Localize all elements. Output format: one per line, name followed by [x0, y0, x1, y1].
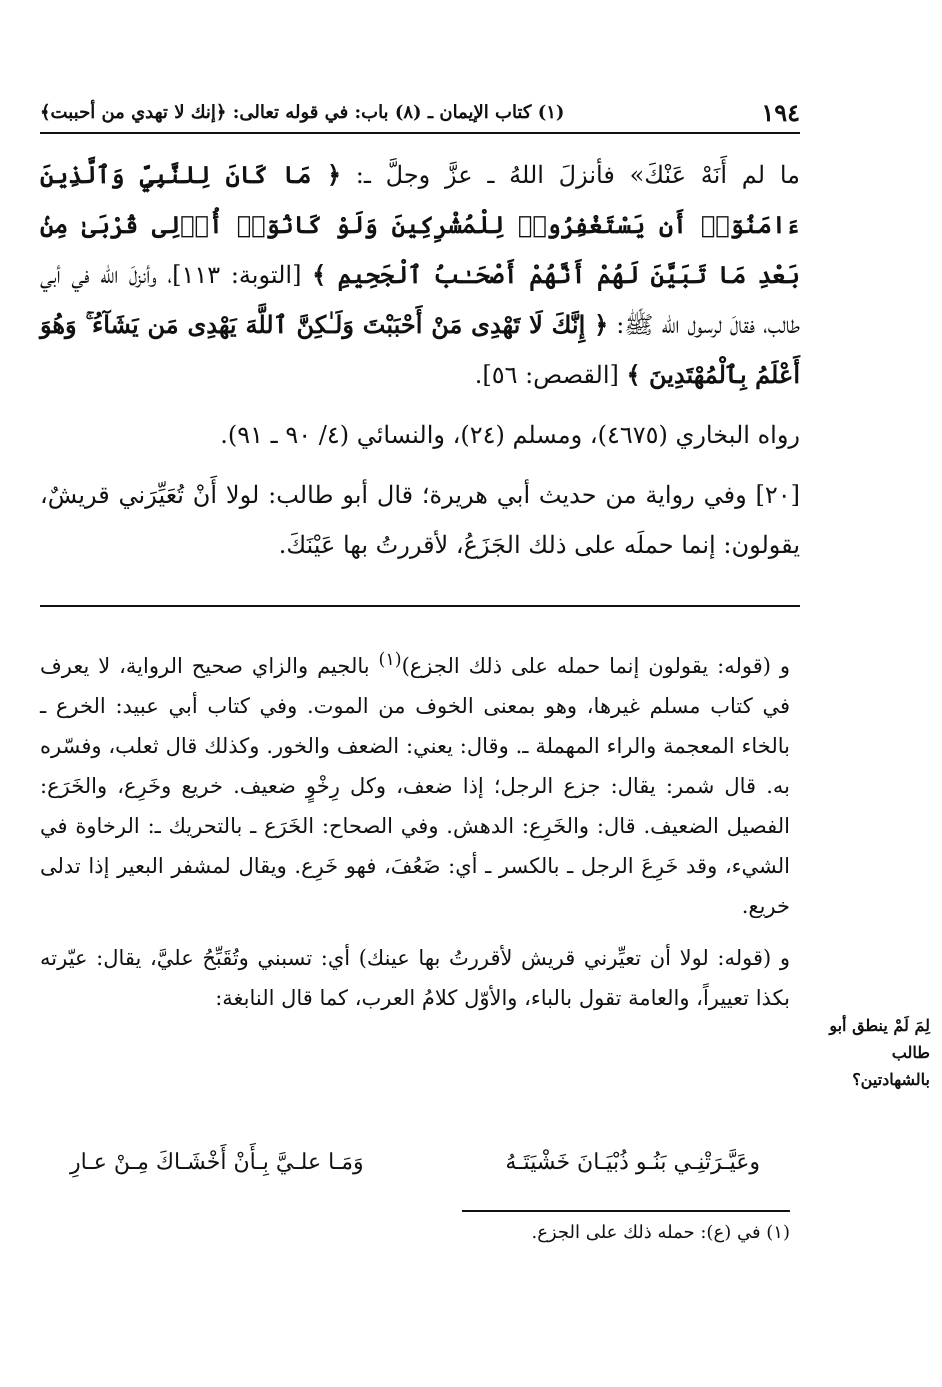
text-span: بالجيم والزاي صحيح الرواية، لا يعرف في كتاب مسلم غيرها، وهو بمعنى الخوف من الموت. وفي كتاب أبي عبيد: الخرع ـ بالخاء المعجمة والراء المهملة ـ. وقال: يعني: الضعف والخور. وكذلك قال ثعلب، وفسّره به. قال شمر: يقال: جزع الرجل؛ إذا ضعف، وكل رِخْوٍ ضعيف. خريع وخَرِع، والخَرَع: الفصيل الضعيف. قال: والخَرِع: الدهش. وفي الصحاح: الخَرَع ـ بالتحريك ـ: الرخاوة في الشيء، وقد خَرِعَ الرجل ـ بالكسر ـ أي: ضَعُفَ، فهو خَرِع. ويقال لمشفر البعير إذا تدلى خريع.: [40, 654, 790, 918]
footnote-reference[interactable]: (١): [378, 650, 402, 670]
quran-quote: ﴿ مَا كَانَ لِلنَّبِيِّ وَٱلَّذِينَ ءَامَنُوٓا۟ أَن يَسْتَغْفِرُوا۟ لِلْمُشْرِكِينَ وَلَوْ كَانُوٓا۟ أُو۟لِى قُرْبَىٰ مِنۢ بَعْدِ مَا تَبَيَّنَ لَهُمْ أَنَّهُمْ أَصْحَـٰبُ ٱلْجَحِيمِ ﴾: [40, 160, 800, 289]
commentary-paragraph-2: و (قوله: لولا أن تعيِّرني قريش لأقررتُ بها عينك) أي: تسبني وتُقَبِّحُ عليَّ، يقال: عيّرته بكذا تعييراً، والعامة تقول بالباء، والأوّل كلامُ العرب، كما قال النابغة:: [40, 946, 790, 1010]
header-rule: [40, 132, 800, 134]
text-span: و (قوله: يقولون إنما حمله على ذلك الجزع): [401, 654, 791, 678]
text-span: ما لم أَنَهْ عَنْكَ» فأنزلَ اللهُ ـ عزَّ وجلَّ ـ:: [355, 161, 800, 189]
running-title: (١) كتاب الإيمان ـ (٨) باب: في قوله تعالى: ﴿إنك لا تهدي من أحببت﴾: [40, 102, 565, 123]
commentary: [40, 640, 790, 1018]
page-number: ١٩٤: [761, 98, 800, 127]
poem-verse: [40, 1150, 760, 1190]
margin-note: لِمَ لَمْ ينطق أبو طالب بالشهادتين؟: [829, 1016, 930, 1089]
text-span: [التوبة: ١١٣]، وأنزلَ الله في أبي طالب، فقالَ لرسول الله ﷺ:: [40, 261, 800, 339]
poem-hemistich-1: وعَيَّـرَتْنِـي بَنُـو ذُبْيَـانَ خَشْيَتَـهُ: [505, 1150, 760, 1175]
hadith-paragraph-20: [٢٠] وفي رواية من حديث أبي هريرة؛ قال أبو طالب: لولا أَنْ تُعَيِّرَني قريشٌ، يقولون: إنما حملَه على ذلك الجَزَعُ، لأقررتُ بها عَيْنَكَ.: [40, 481, 800, 559]
hadith-paragraph-1: [40, 150, 800, 400]
poem-hemistich-2: وَمَـا علـيَّ بِـأَنْ أَخْشَـاكَ مِـنْ عـارِ: [70, 1150, 364, 1175]
page-header: [40, 98, 800, 130]
text-span: [القصص: ٥٦].: [474, 361, 619, 389]
hadith-source: رواه البخاري (٤٦٧٥)، ومسلم (٢٤)، والنسائي (٤/ ٩٠ ـ ٩١).: [220, 421, 800, 449]
footnote: (١) في (ع): حمله ذلك على الجزع.: [531, 1222, 790, 1243]
footnote-rule: [462, 1210, 790, 1212]
quran-quote: ﴿ إِنَّكَ لَا تَهْدِى مَنْ أَحْبَبْتَ وَلَـٰكِنَّ ٱللَّهَ يَهْدِى مَن يَشَآءُ ۚ وَهُوَ أَعْلَمُ بِٱلْمُهْتَدِينَ ﴾: [40, 310, 800, 389]
hadith-text: [40, 150, 800, 570]
commentary-paragraph-1: [40, 640, 790, 926]
section-divider: [40, 605, 800, 607]
